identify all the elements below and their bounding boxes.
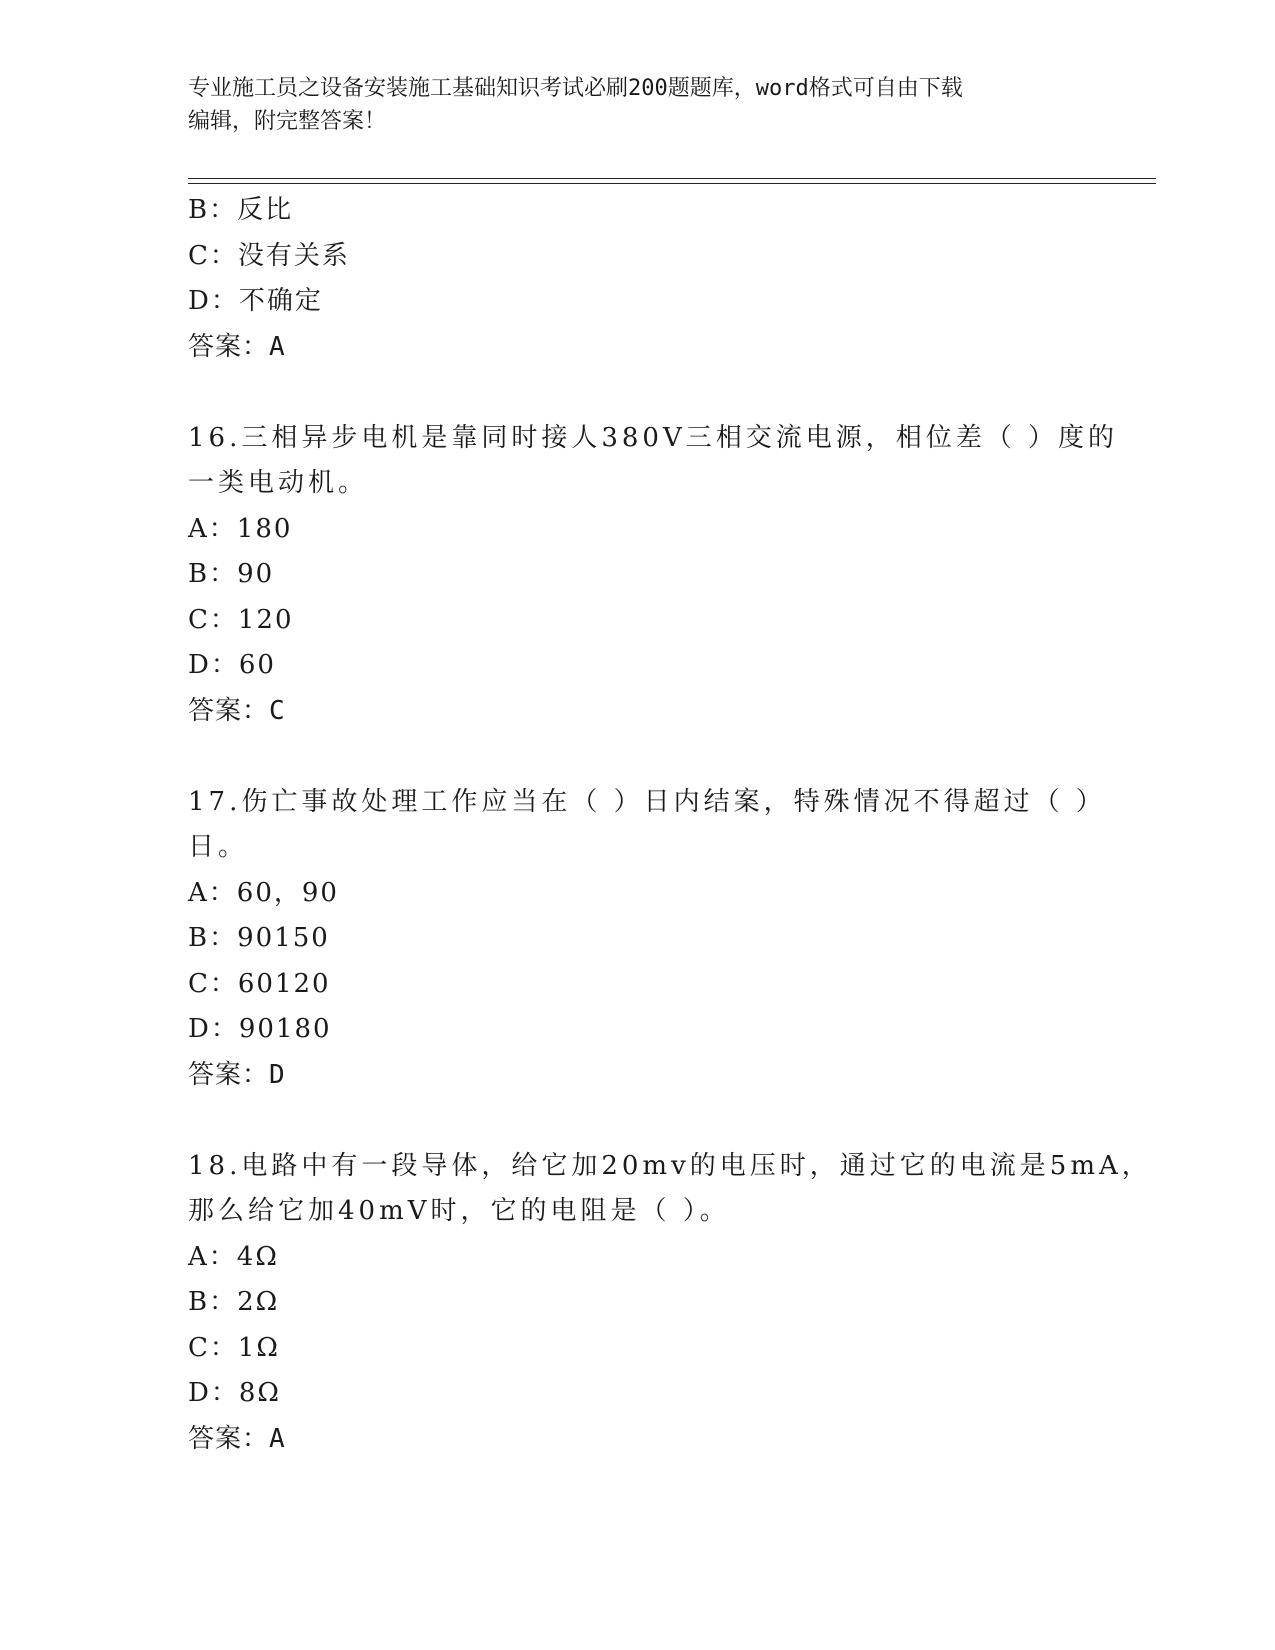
question-stem-line-2: 日。: [188, 832, 249, 862]
option-b: B：90: [188, 559, 275, 589]
question-stem-line-1: 17.伤亡事故处理工作应当在（ ）日内结案，特殊情况不得超过（ ）: [188, 786, 1106, 817]
question-content: [188, 188, 1152, 1462]
answer-line: 答案：A: [188, 1423, 286, 1454]
header-rule-top: [188, 178, 1156, 179]
question-15: [188, 188, 1088, 370]
option-a: A：60，90: [188, 877, 339, 908]
spacer: [188, 370, 1088, 416]
option-d: D：60: [188, 650, 276, 680]
option-b: B：反比: [188, 195, 294, 225]
header-title-line-1: 专业施工员之设备安装施工基础知识考试必刷200题题库，word格式可自由下载: [188, 76, 963, 101]
question-16: [188, 416, 1119, 735]
question-stem-line-2: 那么给它加40mV时，它的电阻是（ ）。: [188, 1196, 730, 1226]
spacer: [188, 1098, 1088, 1144]
option-a: A：4Ω: [188, 1241, 279, 1272]
header-rule-bottom: [188, 183, 1156, 184]
option-c: C：没有关系: [188, 240, 350, 271]
question-stem-line-1: 16.三相异步电机是靠同时接人380V三相交流电源，相位差（ ）度的: [188, 422, 1119, 453]
option-c: C：1Ω: [188, 1332, 280, 1363]
question-stem-line-2: 一类电动机。: [188, 468, 369, 498]
question-17: [188, 780, 1106, 1099]
answer-line: 答案：D: [188, 1059, 286, 1090]
answer-line: 答案：C: [188, 695, 286, 726]
option-d: D：不确定: [188, 286, 323, 316]
header-title-line-2: 编辑，附完整答案！: [188, 109, 387, 134]
option-c: C：120: [188, 604, 294, 635]
option-d: D：8Ω: [188, 1378, 281, 1408]
option-d: D：90180: [188, 1014, 332, 1044]
question-stem-line-1: 18.电路中有一段导体，给它加20mv的电压时，通过它的电流是5mA，: [188, 1150, 1152, 1181]
document-header: [188, 72, 1088, 138]
answer-line: 答案：A: [188, 331, 286, 362]
option-c: C：60120: [188, 968, 331, 999]
option-a: A：180: [188, 513, 293, 544]
option-b: B：90150: [188, 923, 330, 953]
question-18: [188, 1144, 1152, 1463]
spacer: [188, 734, 1088, 780]
option-b: B：2Ω: [188, 1287, 280, 1317]
